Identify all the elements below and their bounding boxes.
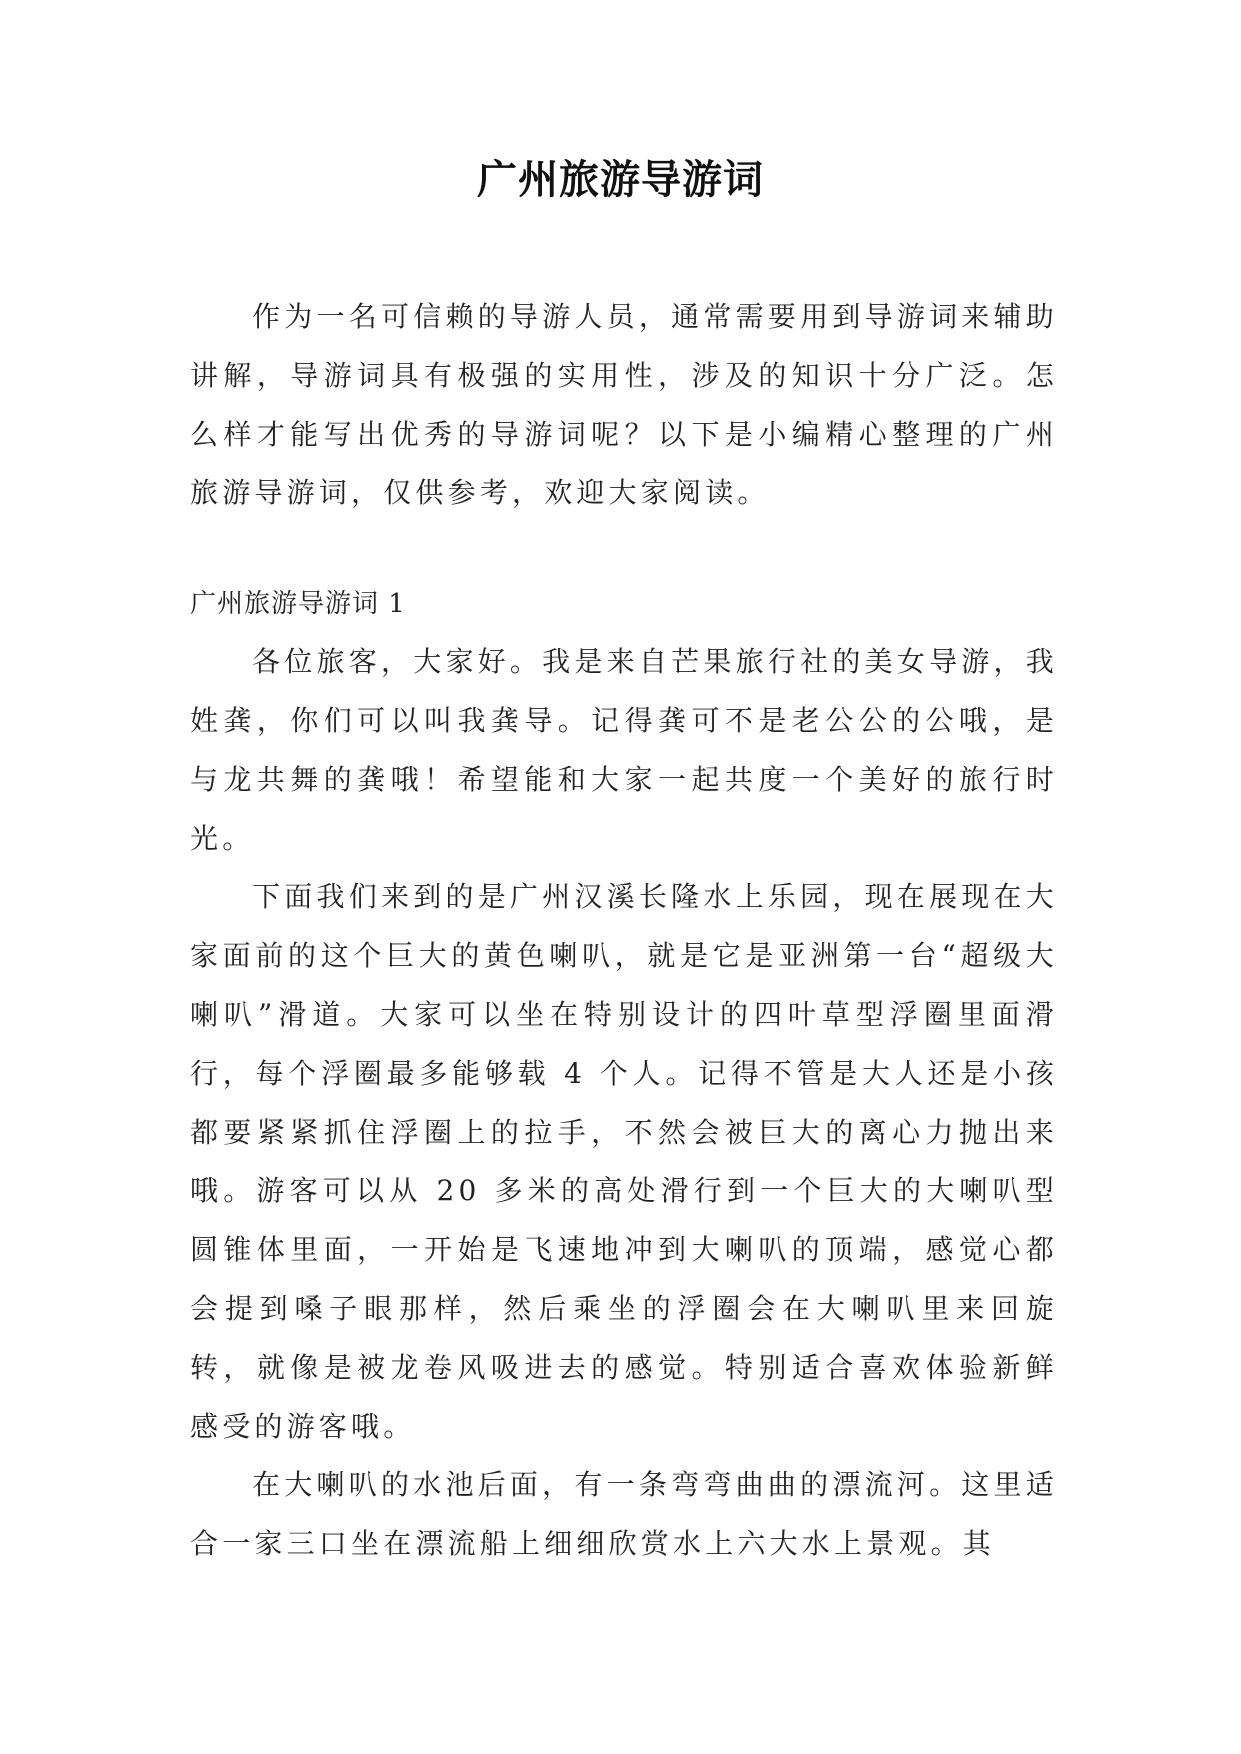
document-body: [190, 288, 1058, 1574]
body-paragraph-3: 在大喇叭的水池后面，有一条弯弯曲曲的漂流河。这里适合一家三口坐在漂流船上细细欣赏水上六大水上景观。其: [190, 1468, 1058, 1561]
document-title: 广州旅游导游词: [477, 157, 764, 203]
body-paragraph-2: 下面我们来到的是广州汉溪长隆水上乐园，现在展现在大家面前的这个巨大的黄色喇叭，就是它是亚洲第一台“超级大喇叭”滑道。大家可以坐在特别设计的四叶草型浮圈里面滑行，每个浮圈最多能够载 4 个人。记得不管是大人还是小孩都要紧紧抓住浮圈上的拉手，不然会被巨大的离心力抛出来哦。游客可以从 20 多米的高处滑行到一个巨大的大喇叭型圆锥体里面，一开始是飞速地冲到大喇叭的顶端，感觉心都会提到嗓子眼那样，然后乘坐的浮圈会在大喇叭里来回旋转，就像是被龙卷风吸进去的感觉。特别适合喜欢体验新鲜感受的游客哦。: [190, 880, 1058, 1443]
section-heading: 广州旅游导游词 1: [190, 589, 406, 620]
body-paragraph-1: 各位旅客，大家好。我是来自芒果旅行社的美女导游，我姓龚，你们可以叫我龚导。记得龚可不是老公公的公哦，是与龙共舞的龚哦！希望能和大家一起共度一个美好的旅行时光。: [190, 645, 1058, 855]
intro-paragraph: 作为一名可信赖的导游人员，通常需要用到导游词来辅助讲解，导游词具有极强的实用性，涉及的知识十分广泛。怎么样才能写出优秀的导游词呢？以下是小编精心整理的广州旅游导游词，仅供参考，欢迎大家阅读。: [190, 300, 1058, 510]
